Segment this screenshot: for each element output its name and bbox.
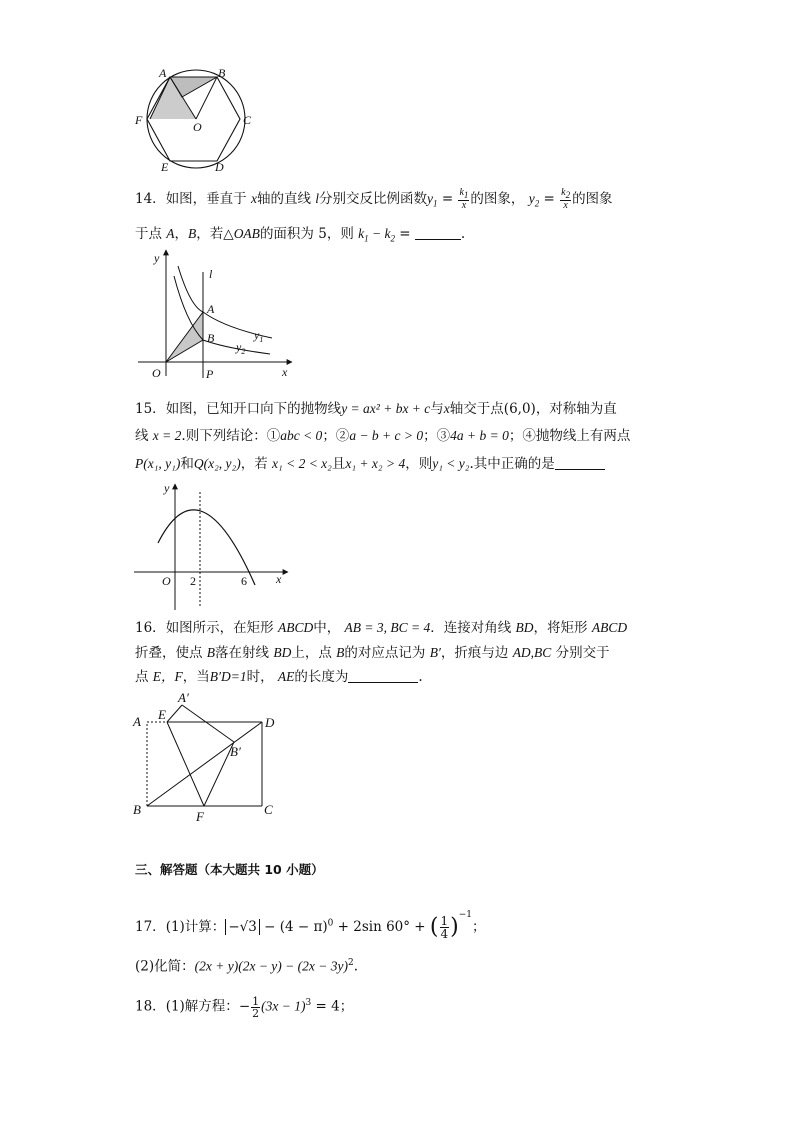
q18-rhs: = 4 xyxy=(311,998,340,1015)
q14-k2-over-x: $\frac{k_2}{x}$ xyxy=(561,187,571,211)
q15-text-7: ；② xyxy=(322,428,350,444)
q15-fig-x: x xyxy=(276,572,282,586)
q16-text-8: 的对应点记为 xyxy=(344,645,426,661)
q14-axis: x xyxy=(250,191,257,206)
q14-point-a: A xyxy=(166,226,175,241)
q16-text-11: 点 xyxy=(135,669,149,685)
q17-end2: . xyxy=(353,958,359,975)
q15-condition-2: x₁ + x₂ > 4 xyxy=(345,456,406,471)
q15-x-axis-name: x xyxy=(443,401,450,416)
q15-text-1: 如图，已知开口向下的抛物线 xyxy=(165,401,342,417)
q15-text-5: 线 xyxy=(135,428,149,444)
q16-crease-ef xyxy=(167,722,204,806)
q14-fig-y1: $y_1$ xyxy=(254,328,264,344)
q17-exp-neg1: −1 xyxy=(458,910,473,920)
q15-fig-2: 2 xyxy=(190,574,196,588)
label-a: A xyxy=(159,66,167,80)
q15-line3 xyxy=(135,454,605,474)
q15-text-10: 和 xyxy=(180,456,194,472)
q18-end: ； xyxy=(339,998,354,1015)
q16-point-b: B xyxy=(206,645,216,660)
q16-line3 xyxy=(135,667,423,687)
q16-text-12: ，当 xyxy=(182,669,210,685)
q14-figure xyxy=(130,244,300,380)
q14-text-3: 分别交反比例函数 xyxy=(319,191,428,207)
q15-parabola-eq: y = ax² + bx + c xyxy=(341,401,431,416)
q16-rect-2: ABCD xyxy=(591,620,628,635)
q16-diagonal-bd xyxy=(147,722,262,806)
q16-text-2: 中， xyxy=(313,620,341,636)
q16-ae: AE xyxy=(277,669,295,684)
q17-term3: + 2sin 60° + xyxy=(333,919,430,935)
q15-text-2: 与 xyxy=(430,401,444,417)
q16-text-9: ，折痕与边 xyxy=(440,645,509,661)
q16-text-5: 折叠，使点 xyxy=(135,645,203,661)
q16-sides: AD,BC xyxy=(512,645,552,660)
q16-rect: ABCD xyxy=(277,620,314,635)
q18-exp-cube: 3 xyxy=(305,998,312,1008)
q15-text-11: ，若 xyxy=(240,456,268,472)
q15-fig-y: y xyxy=(164,481,170,495)
q14-answer-blank[interactable] xyxy=(415,225,461,240)
q14-text-9: = xyxy=(399,226,415,242)
q16-fig-e: E xyxy=(158,707,166,722)
q14-text-6: 于点 xyxy=(135,226,162,242)
q14-text-7: ，若△ xyxy=(196,226,234,242)
q15-text-6: .则下列结论：① xyxy=(181,428,281,444)
q15-number: 15． xyxy=(135,401,166,417)
q16-figure xyxy=(128,686,288,824)
q15-point-q: Q(x₂, y₂) xyxy=(193,456,241,471)
q16-end: . xyxy=(418,669,423,685)
q16-fig-b: B xyxy=(133,802,141,817)
q17-exp-zero: 0 xyxy=(327,918,334,929)
q14-text-8: 的面积为 5，则 xyxy=(259,226,354,242)
q15-fig-o: O xyxy=(162,574,171,588)
q14-shaded-triangle xyxy=(166,312,203,362)
q17-part1-label: (1)计算： xyxy=(165,919,226,935)
q14-fig-y2: $y_2$ xyxy=(236,340,246,356)
q15-text-14: .其中正确的是 xyxy=(469,456,555,472)
q15-text-13: ，则 xyxy=(405,456,433,472)
q14-line2: 于点 A，B，若△OAB的面积为 5，则 $k_1 - k_2$ = . xyxy=(135,226,466,244)
q14-fig-y: y xyxy=(154,251,160,265)
q17-line1: 17．(1)计算： $-√3 - (4 - \pi)^0 + 2\sin$ 60° + ( $\frac{1}{4}$ )$^{-1}$； xyxy=(135,910,486,941)
q15-conclusion-4: y₁ < y₂ xyxy=(432,456,470,471)
q17-abs: −√3 xyxy=(225,919,260,935)
q15-text-12: 且 xyxy=(331,456,346,472)
q15-line1 xyxy=(135,399,617,419)
q15-answer-blank[interactable] xyxy=(555,455,605,470)
q14-fig-p: P xyxy=(206,367,214,380)
q16-fig-a: A xyxy=(133,714,141,729)
q16-fig-c: C xyxy=(264,802,273,817)
label-b: B xyxy=(218,66,226,80)
q16-point-b-2: B xyxy=(336,645,345,660)
q15-conclusion-3: 4a + b = 0 xyxy=(450,428,509,443)
q15-text-4: ，对称轴为直 xyxy=(535,401,617,417)
q16-b-prime: B′ xyxy=(429,645,441,660)
q17-part2-label: (2)化简： xyxy=(135,958,195,975)
q14-fig-l: l xyxy=(209,267,213,281)
q14-text-4: 的图象， xyxy=(470,191,525,207)
q16-text-6: 落在射线 xyxy=(215,645,270,661)
q16-fig-d: D xyxy=(265,715,275,730)
q17-number: 17． xyxy=(135,919,166,935)
hexagon-figure xyxy=(125,62,265,180)
q16-text-10: 分别交于 xyxy=(555,645,610,661)
q16-line2 xyxy=(135,643,610,663)
q16-line1 xyxy=(135,618,627,638)
q16-fig-a-prime: A′ xyxy=(178,690,189,705)
label-o: O xyxy=(193,120,202,134)
q14-point-b: B xyxy=(188,226,197,241)
q15-text-9: ；④抛物线上有两点 xyxy=(508,428,631,444)
q15-conclusion-2: a − b + c > 0 xyxy=(349,428,424,443)
q16-number: 16． xyxy=(135,620,166,636)
q14-k-diff: $k_1 - k_2$ xyxy=(358,226,395,244)
label-c: C xyxy=(243,113,252,127)
q18-part1-label: (1)解方程： xyxy=(165,998,239,1015)
q14-fig-a: A xyxy=(207,302,215,316)
q14-fig-x: x xyxy=(282,365,288,379)
q18-line1 xyxy=(135,993,353,1019)
q14-line-name: l xyxy=(315,191,320,206)
q16-ef: E，F xyxy=(152,669,183,684)
q17-line2 xyxy=(135,953,358,977)
q15-conclusion-1: abc < 0 xyxy=(280,428,323,443)
q14-number: 14． xyxy=(135,191,166,207)
q15-point: (6,0) xyxy=(503,401,536,417)
label-f: F xyxy=(135,113,143,127)
q18-number: 18． xyxy=(135,998,166,1015)
q16-condition: B′D=1 xyxy=(209,669,247,684)
q17-end1: ； xyxy=(472,919,486,935)
q18-expression: (3x − 1) xyxy=(261,998,306,1014)
q17-exp-square: 2 xyxy=(348,958,354,968)
label-e: E xyxy=(161,160,169,174)
q15-fig-6: 6 xyxy=(241,574,247,588)
q15-text-8: ；③ xyxy=(423,428,451,444)
q16-text-7: 上，点 xyxy=(291,645,332,661)
q14-y1: $y_1$ xyxy=(427,191,438,209)
q15-figure xyxy=(128,478,293,612)
q18-minus: − xyxy=(238,998,251,1015)
q17-expression: (2x + y)(2x − y) − (2x − 3y) xyxy=(194,958,348,974)
q14-triangle: OAB xyxy=(233,226,260,241)
q14-text-1: 如图，垂直于 xyxy=(165,191,247,207)
q15-condition-1: x₁ < 2 < x₂ xyxy=(272,456,332,471)
q16-answer-blank[interactable] xyxy=(348,668,418,683)
q16-segment-a-prime-b-prime xyxy=(182,705,234,742)
q16-text-3: ．连接对角线 xyxy=(430,620,512,636)
section-3-title: 三、解答题（本大题共 10 小题） xyxy=(135,862,324,877)
q15-point-p: P(x₁, y₁) xyxy=(135,456,181,471)
q14-k1-over-x: $\frac{k_1}{x}$ xyxy=(459,187,469,211)
q14-line1: 14．如图，垂直于 x轴的直线 l分别交反比例函数$y_1$ = $\frac{k_1}{x}$ 的图象， $y_2$ = $\frac{k_2}{x}$ 的图象 xyxy=(135,187,613,211)
q17-term2: − (4 − π) xyxy=(259,919,328,935)
q16-text-13: 时， xyxy=(246,669,274,685)
q16-fig-f: F xyxy=(196,809,204,824)
q14-fig-b: B xyxy=(207,331,215,345)
q16-text-14: 的长度为 xyxy=(294,669,349,685)
q14-text-5: 的图象 xyxy=(572,191,613,207)
q17-fraction: $\frac{1}{4}$ xyxy=(440,914,449,941)
q15-text-3: 轴交于点 xyxy=(449,401,504,417)
q16-fig-b-prime: B′ xyxy=(230,744,241,759)
q16-text-1: 如图所示，在矩形 xyxy=(165,620,274,636)
q15-symmetry-axis: x = 2 xyxy=(152,428,182,443)
q16-bd-2: BD xyxy=(273,645,292,660)
label-d: D xyxy=(215,160,224,174)
q14-text-2: 轴的直线 xyxy=(256,191,311,207)
q16-text-4: ，将矩形 xyxy=(533,620,588,636)
q16-bd: BD xyxy=(515,620,534,635)
q14-fig-o: O xyxy=(152,366,161,380)
q14-y2: $y_2$ xyxy=(528,191,540,209)
q16-segment-ea-prime xyxy=(167,705,182,722)
q15-line2 xyxy=(135,426,630,446)
q16-given: AB = 3, BC = 4 xyxy=(344,620,431,635)
q18-fraction: $\frac{1}{2}$ xyxy=(252,994,260,1020)
